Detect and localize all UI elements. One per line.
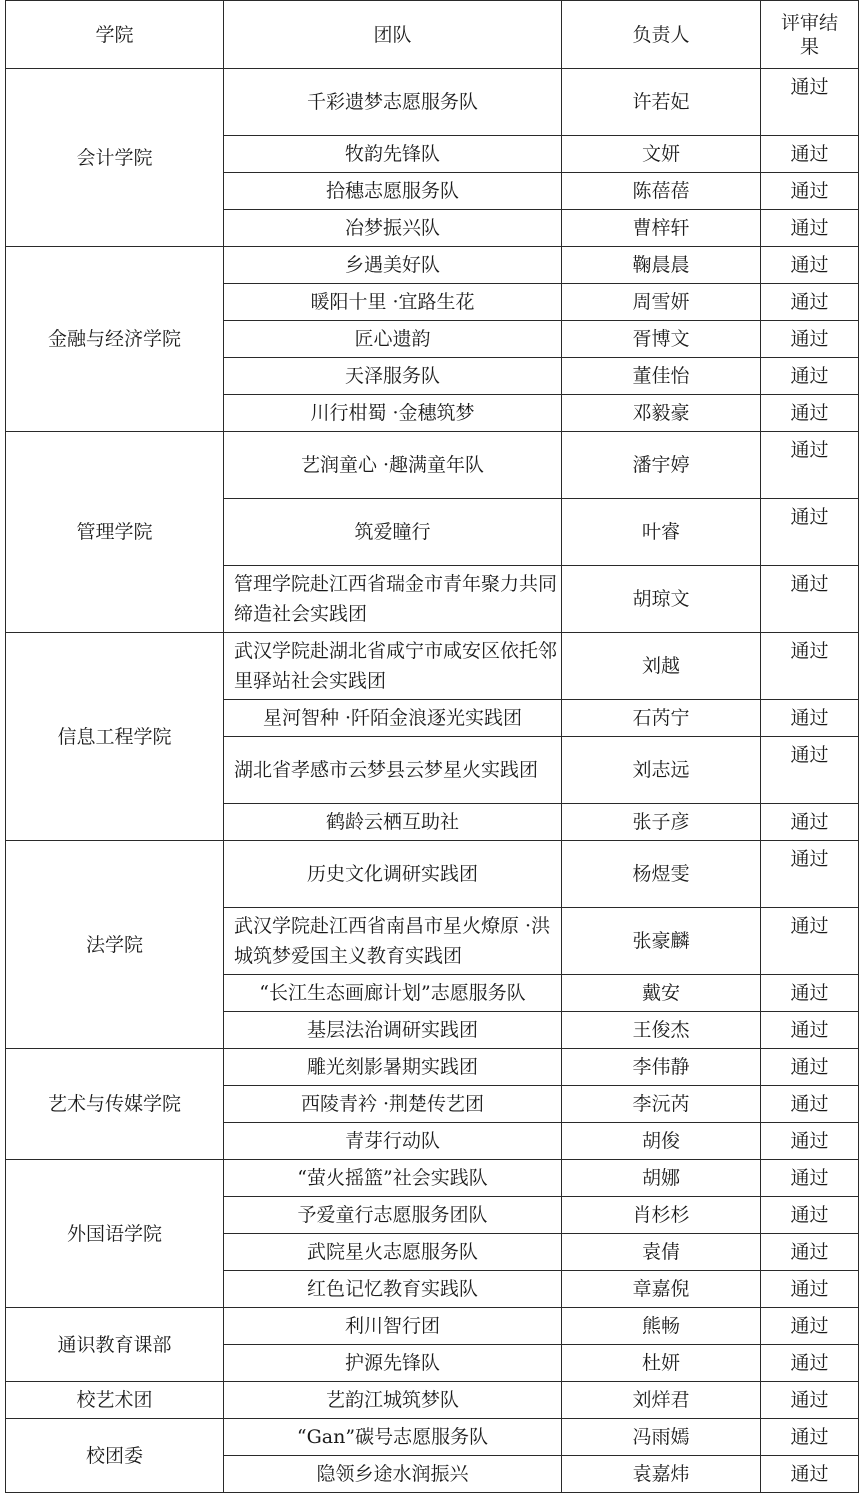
result-cell: 通过 [761, 173, 859, 210]
team-cell: 艺韵江城筑梦队 [224, 1382, 562, 1419]
team-cell: 雕光刻影暑期实践团 [224, 1049, 562, 1086]
college-cell: 会计学院 [6, 69, 224, 247]
team-cell: 予爱童行志愿服务团队 [224, 1197, 562, 1234]
result-cell: 通过 [761, 1308, 859, 1345]
header-result: 评审结果 [761, 1, 859, 69]
leader-cell: 文妍 [562, 136, 761, 173]
result-cell: 通过 [761, 69, 859, 136]
team-cell: 历史文化调研实践团 [224, 841, 562, 908]
table-row [6, 247, 859, 284]
leader-cell: 董佳怡 [562, 358, 761, 395]
leader-cell: 袁倩 [562, 1234, 761, 1271]
team-cell: 冶梦振兴队 [224, 210, 562, 247]
result-cell: 通过 [761, 1456, 859, 1493]
team-cell: 护源先锋队 [224, 1345, 562, 1382]
leader-cell: 叶睿 [562, 499, 761, 566]
leader-cell: 肖杉杉 [562, 1197, 761, 1234]
result-cell: 通过 [761, 1234, 859, 1271]
team-cell: 管理学院赴江西省瑞金市青年聚力共同缔造社会实践团 [224, 566, 562, 633]
college-cell: 金融与经济学院 [6, 247, 224, 432]
result-cell: 通过 [761, 1012, 859, 1049]
college-cell: 管理学院 [6, 432, 224, 633]
team-cell: 千彩遗梦志愿服务队 [224, 69, 562, 136]
team-cell: 青芽行动队 [224, 1123, 562, 1160]
leader-cell: 胡俊 [562, 1123, 761, 1160]
team-cell: 鹤龄云栖互助社 [224, 804, 562, 841]
college-cell: 校团委 [6, 1419, 224, 1493]
table-row [6, 69, 859, 136]
team-cell: 川行柑蜀 ·金穗筑梦 [224, 395, 562, 432]
team-cell: 匠心遗韵 [224, 321, 562, 358]
leader-cell: 张豪麟 [562, 908, 761, 975]
result-cell: 通过 [761, 1086, 859, 1123]
result-cell: 通过 [761, 1197, 859, 1234]
header-team: 团队 [224, 1, 562, 69]
result-cell: 通过 [761, 1049, 859, 1086]
leader-cell: 周雪妍 [562, 284, 761, 321]
team-cell: 筑爱瞳行 [224, 499, 562, 566]
team-cell: 红色记忆教育实践队 [224, 1271, 562, 1308]
leader-cell: 戴安 [562, 975, 761, 1012]
result-cell: 通过 [761, 1382, 859, 1419]
leader-cell: 杨煜雯 [562, 841, 761, 908]
leader-cell: 胡琼文 [562, 566, 761, 633]
leader-cell: 熊畅 [562, 1308, 761, 1345]
result-cell: 通过 [761, 284, 859, 321]
college-cell: 校艺术团 [6, 1382, 224, 1419]
result-cell: 通过 [761, 1160, 859, 1197]
result-cell: 通过 [761, 321, 859, 358]
result-cell: 通过 [761, 395, 859, 432]
result-cell: 通过 [761, 1123, 859, 1160]
team-cell: 基层法治调研实践团 [224, 1012, 562, 1049]
result-cell: 通过 [761, 804, 859, 841]
table-row [6, 1160, 859, 1197]
table-body [6, 69, 859, 1493]
team-cell: 湖北省孝感市云梦县云梦星火实践团 [224, 737, 562, 804]
team-cell: 拾穗志愿服务队 [224, 173, 562, 210]
table-row [6, 1049, 859, 1086]
table-header-row [6, 1, 859, 69]
table-row [6, 841, 859, 908]
result-cell: 通过 [761, 700, 859, 737]
leader-cell: 石芮宁 [562, 700, 761, 737]
leader-cell: 杜妍 [562, 1345, 761, 1382]
result-cell: 通过 [761, 432, 859, 499]
result-cell: 通过 [761, 210, 859, 247]
table-row [6, 1419, 859, 1456]
header-college: 学院 [6, 1, 224, 69]
leader-cell: 陈蓓蓓 [562, 173, 761, 210]
team-cell: 天泽服务队 [224, 358, 562, 395]
leader-cell: 曹梓轩 [562, 210, 761, 247]
header-leader: 负责人 [562, 1, 761, 69]
leader-cell: 刘越 [562, 633, 761, 700]
leader-cell: 李沅芮 [562, 1086, 761, 1123]
team-cell: “萤火摇篮”社会实践队 [224, 1160, 562, 1197]
college-cell: 通识教育课部 [6, 1308, 224, 1382]
team-cell: 星河智种 ·阡陌金浪逐光实践团 [224, 700, 562, 737]
team-cell: “Gan”碳号志愿服务队 [224, 1419, 562, 1456]
result-cell: 通过 [761, 633, 859, 700]
result-cell: 通过 [761, 247, 859, 284]
team-cell: 乡遇美好队 [224, 247, 562, 284]
result-cell: 通过 [761, 136, 859, 173]
team-cell: 利川智行团 [224, 1308, 562, 1345]
leader-cell: 邓毅豪 [562, 395, 761, 432]
leader-cell: 章嘉倪 [562, 1271, 761, 1308]
team-cell: 武汉学院赴湖北省咸宁市咸安区依托邻里驿站社会实践团 [224, 633, 562, 700]
result-cell: 通过 [761, 1419, 859, 1456]
college-cell: 信息工程学院 [6, 633, 224, 841]
team-cell: 武汉学院赴江西省南昌市星火燎原 ·洪城筑梦爱国主义教育实践团 [224, 908, 562, 975]
leader-cell: 王俊杰 [562, 1012, 761, 1049]
team-cell: 艺润童心 ·趣满童年队 [224, 432, 562, 499]
table-row [6, 1308, 859, 1345]
result-cell: 通过 [761, 908, 859, 975]
leader-cell: 冯雨嫣 [562, 1419, 761, 1456]
leader-cell: 胥博文 [562, 321, 761, 358]
result-cell: 通过 [761, 841, 859, 908]
result-cell: 通过 [761, 737, 859, 804]
result-cell: 通过 [761, 566, 859, 633]
table-row [6, 1382, 859, 1419]
result-cell: 通过 [761, 358, 859, 395]
leader-cell: 许若妃 [562, 69, 761, 136]
leader-cell: 刘烊君 [562, 1382, 761, 1419]
result-cell: 通过 [761, 975, 859, 1012]
leader-cell: 胡娜 [562, 1160, 761, 1197]
leader-cell: 潘宇婷 [562, 432, 761, 499]
leader-cell: 李伟静 [562, 1049, 761, 1086]
result-cell: 通过 [761, 1271, 859, 1308]
college-cell: 外国语学院 [6, 1160, 224, 1308]
result-cell: 通过 [761, 499, 859, 566]
team-cell: 武院星火志愿服务队 [224, 1234, 562, 1271]
team-cell: 西陵青衿 ·荆楚传艺团 [224, 1086, 562, 1123]
college-cell: 艺术与传媒学院 [6, 1049, 224, 1160]
table-row [6, 432, 859, 499]
team-cell: 牧韵先锋队 [224, 136, 562, 173]
leader-cell: 张子彦 [562, 804, 761, 841]
team-cell: “长江生态画廊计划”志愿服务队 [224, 975, 562, 1012]
leader-cell: 鞠晨晨 [562, 247, 761, 284]
leader-cell: 袁嘉炜 [562, 1456, 761, 1493]
team-cell: 隐领乡途水润振兴 [224, 1456, 562, 1493]
review-results-table [5, 0, 859, 1493]
team-cell: 暖阳十里 ·宜路生花 [224, 284, 562, 321]
result-cell: 通过 [761, 1345, 859, 1382]
table-row [6, 633, 859, 700]
college-cell: 法学院 [6, 841, 224, 1049]
leader-cell: 刘志远 [562, 737, 761, 804]
